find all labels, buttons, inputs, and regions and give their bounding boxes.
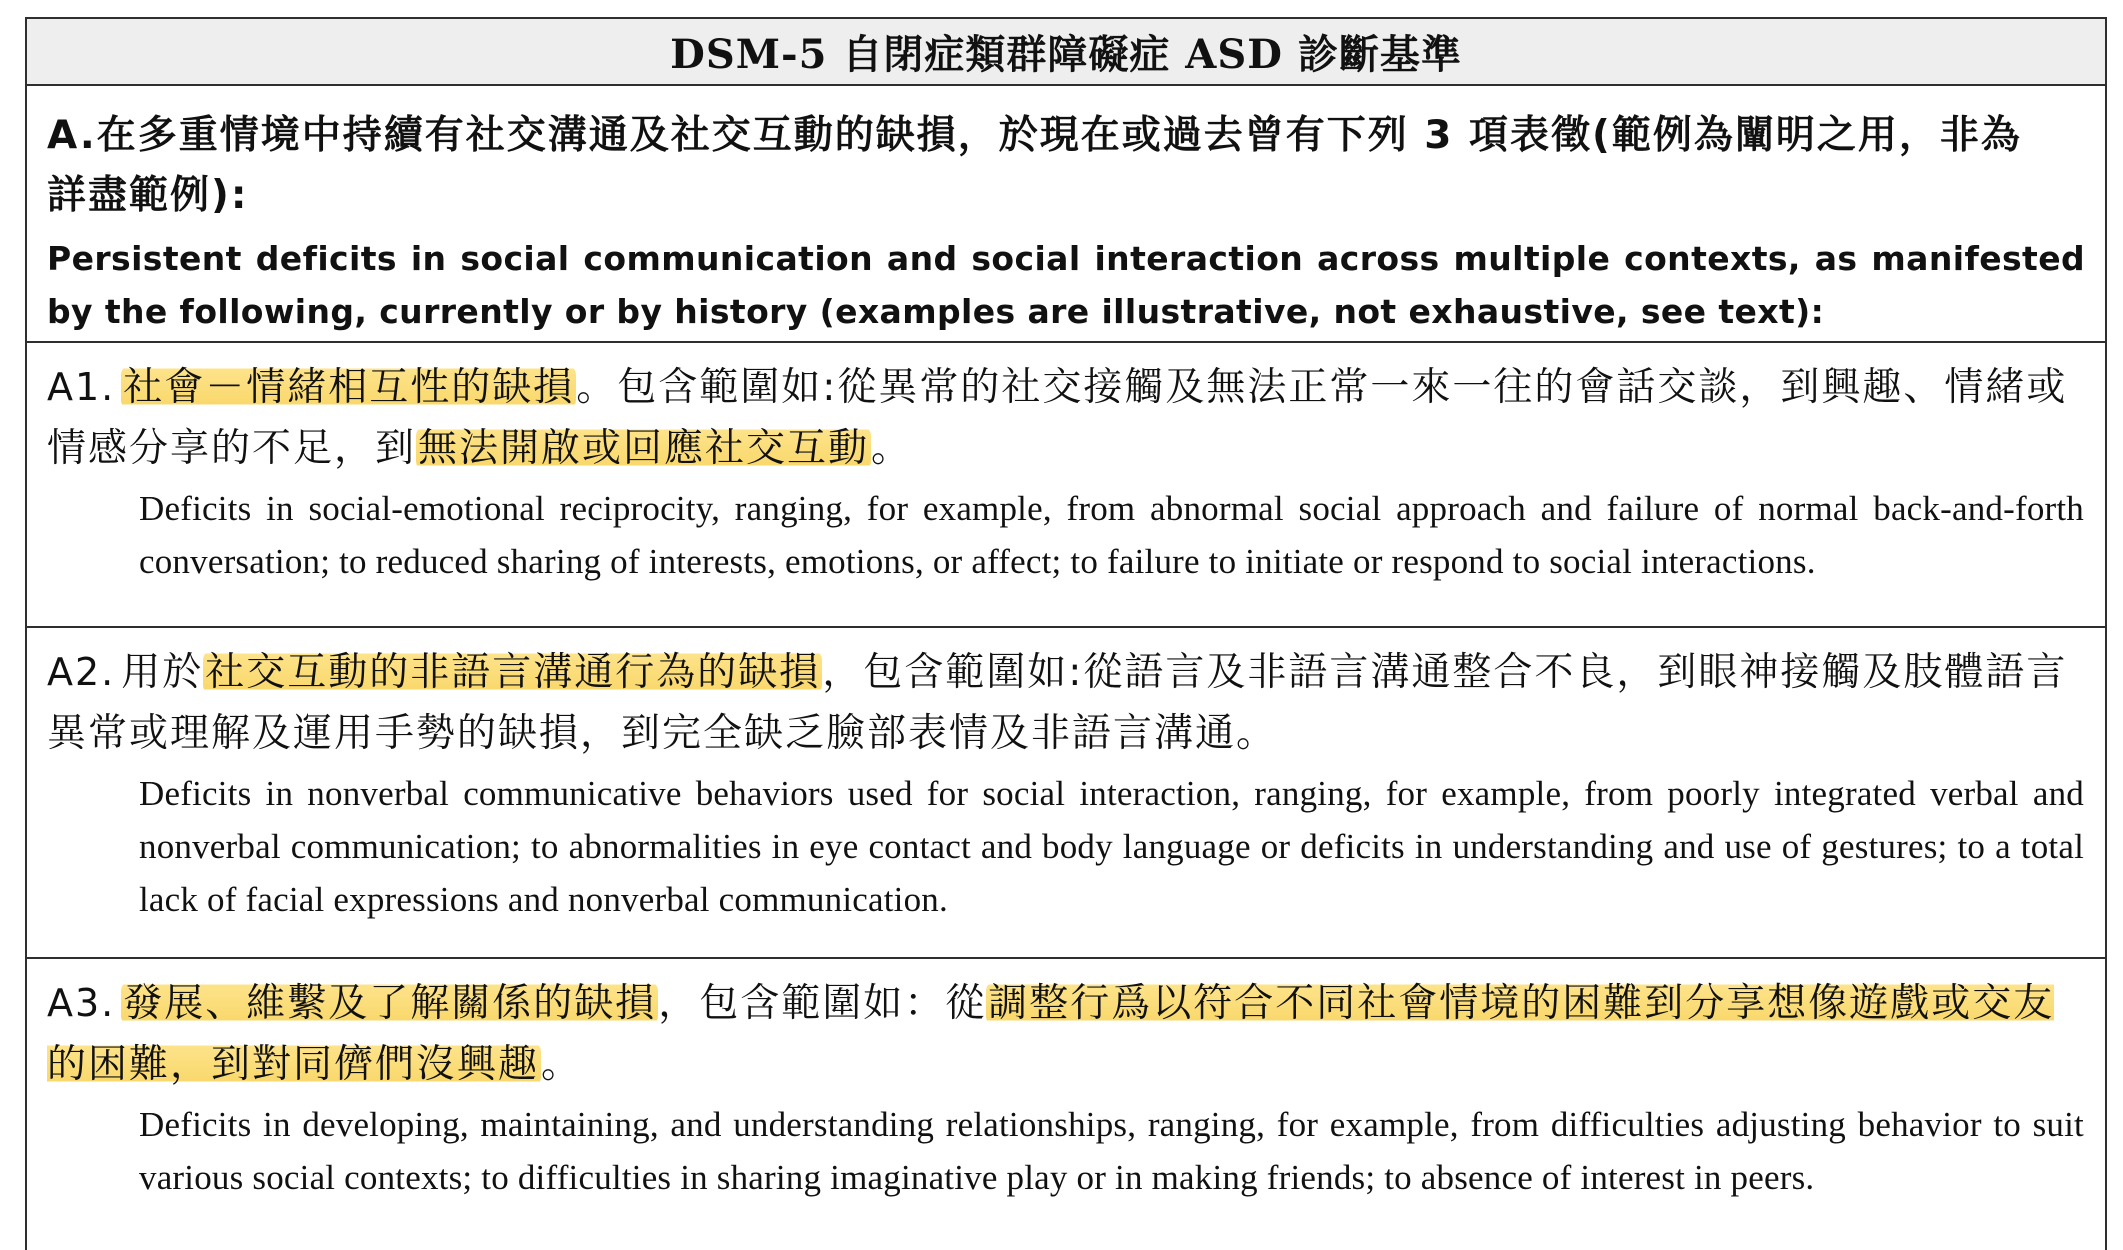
criterion-a3-chinese bbox=[47, 973, 2077, 1095]
criterion-a3-row bbox=[27, 959, 2105, 1250]
criterion-a2-row bbox=[27, 628, 2105, 959]
criterion-a3-chinese-end: 。 bbox=[541, 1042, 583, 1087]
criterion-a-chinese: A.在多重情境中持續有社交溝通及社交互動的缺損，於現在或過去曾有下列 3 項表徵(範例為闡明之用，非為詳盡範例): bbox=[47, 113, 2022, 218]
criterion-a2-chinese bbox=[47, 642, 2077, 764]
criterion-a2-highlight-primary: 社交互動的非語言溝通行為的缺損 bbox=[205, 650, 821, 695]
criterion-a1-chinese-middle: 。包含範圍如:從異常的社交接觸及無法正常一來一往的會話交談，到興趣、情緒或情感分享的不足，到 bbox=[47, 365, 2068, 471]
criterion-a1-highlight-secondary: 無法開啟或回應社交互動 bbox=[418, 426, 870, 471]
criterion-a3-highlight-primary: 發展、維繫及了解關係的缺損 bbox=[123, 981, 657, 1026]
criterion-a1-chinese-end: 。 bbox=[871, 426, 913, 471]
criterion-a2-code: A2. bbox=[47, 650, 116, 694]
criterion-a3-highlight-secondary: 調整行爲以符合不同社會情境的困難到分享想像遊戲或交友的困難，到對同儕們沒興趣 bbox=[47, 981, 2055, 1087]
criterion-a2-english: Deficits in nonverbal communicative behaviors used for social interaction, ranging, for example, from poorly integrated verbal and nonverbal communication; to abnormalities in eye contact and body language or deficits in understanding and use of gestures; to a total lack of facial expressions and nonverbal communication. bbox=[139, 774, 2084, 919]
criterion-a1-english: Deficits in social-emotional reciprocity, ranging, for example, from abnormal social approach and failure of normal back-and-forth conversation; to reduced sharing of interests, emotions, or affect; to failure to initiate or respond to social interactions. bbox=[139, 489, 2084, 581]
criterion-a-english: Persistent deficits in social communication and social interaction across multiple contexts, as manifested by the following, currently or by history (examples are illustrative, not exhaustive, see text): bbox=[47, 239, 2085, 331]
criterion-a2-chinese-prefix: 用於 bbox=[121, 650, 204, 695]
table-header bbox=[27, 19, 2105, 86]
criterion-a3-english: Deficits in developing, maintaining, and understanding relationships, ranging, for example, from difficulties adjusting behavior to suit various social contexts; to difficulties in sharing imaginative play or in making friends; to absence of interest in peers. bbox=[139, 1105, 2084, 1197]
criterion-a1-code: A1. bbox=[47, 365, 116, 409]
page-title: DSM-5 自閉症類群障礙症 ASD 診斷基準 bbox=[670, 31, 1462, 78]
criterion-a3-code: A3. bbox=[47, 981, 116, 1025]
criterion-a-section bbox=[27, 86, 2105, 343]
diagnostic-criteria-table bbox=[25, 17, 2107, 1250]
criterion-a1-row bbox=[27, 343, 2105, 628]
criterion-a2-chinese-end: ，包含範圍如:從語言及非語言溝通整合不良，到眼神接觸及肢體語言異常或理解及運用手勢的缺損，到完全缺乏臉部表情及非語言溝通。 bbox=[47, 650, 2068, 756]
criterion-a1-highlight-primary: 社會－情緒相互性的缺損 bbox=[123, 365, 575, 410]
criterion-a1-chinese bbox=[47, 357, 2077, 479]
criterion-a3-chinese-middle: ，包含範圍如：從 bbox=[658, 981, 987, 1026]
